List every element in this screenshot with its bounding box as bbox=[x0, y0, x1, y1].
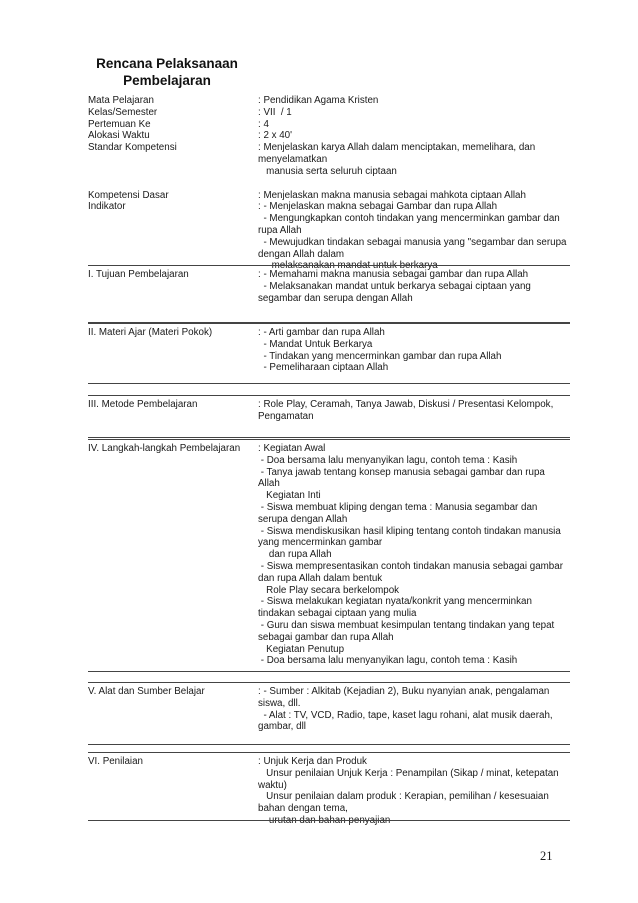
info-label: Kompetensi Dasar bbox=[88, 189, 169, 201]
section-label: I. Tujuan Pembelajaran bbox=[88, 269, 189, 280]
section-label: III. Metode Pembelajaran bbox=[88, 399, 198, 410]
info-block bbox=[88, 95, 570, 272]
info-row-meeting bbox=[88, 119, 570, 131]
section-label: VI. Penilaian bbox=[88, 756, 144, 767]
info-value: : 2 x 40' bbox=[258, 130, 293, 142]
section-value: : - Arti gambar dan rupa Allah - Mandat Untuk Berkarya - Tindakan yang mencerminkan gambar dan rupa Allah - Pemeliharaan ciptaan Allah bbox=[258, 327, 502, 374]
section-materials bbox=[88, 323, 570, 384]
section-divider bbox=[88, 383, 570, 385]
info-label: Mata Pelajaran bbox=[88, 95, 154, 106]
info-row-basic-competence bbox=[88, 190, 570, 202]
info-row-subject bbox=[88, 95, 570, 107]
page-title: Rencana Pelaksanaan Pembelajaran bbox=[96, 56, 238, 88]
info-row-standard bbox=[88, 142, 570, 177]
section-label: II. Materi Ajar (Materi Pokok) bbox=[88, 327, 213, 338]
info-value: : Menjelaskan karya Allah dalam menciptakan, memelihara, dan menyelamatkan manusia serta seluruh ciptaan bbox=[258, 142, 536, 177]
info-label: Kelas/Semester bbox=[88, 106, 158, 118]
section-divider bbox=[88, 744, 570, 746]
section-tools bbox=[88, 682, 570, 738]
section-value: : Role Play, Ceramah, Tanya Jawab, Diskusi / Presentasi Kelompok, Pengamatan bbox=[258, 399, 554, 422]
info-row-class bbox=[88, 107, 570, 119]
info-value: : VII / 1 bbox=[258, 106, 292, 118]
info-value: : 4 bbox=[258, 118, 269, 130]
section-row bbox=[88, 325, 570, 374]
section-value: : Kegiatan Awal - Doa bersama lalu menyanyikan lagu, contoh tema : Kasih - Tanya jawab tentang konsep manusia sebagai gambar dan rupa Allah Kegiatan Inti - Siswa membuat kliping dengan tema : Manusia segambar dan serupa dengan Allah - Siswa mendiskusikan hasil kliping tentang contoh tindakan manusia yang mencerminkan gambar dan rupa Allah - Siswa mempresentasikan contoh tindakan manusia sebagai gambar dan rupa Allah dalam bentuk Role Play secara berkelompok - Siswa melakukan kegiatan nyata/konkrit yang mencerminkan tindakan sebagai ciptaan yang mulia - Guru dan siswa membuat kesimpulan tentang tindakan yang tepat sebagai gambar dan rupa Allah Kegiatan Penutup - Doa bersama lalu menyanyikan lagu, contoh tema : Kasih bbox=[258, 443, 563, 667]
info-label: Pertemuan Ke bbox=[88, 118, 151, 130]
section-row bbox=[88, 684, 570, 733]
section-label: IV. Langkah-langkah Pembelajaran bbox=[88, 443, 241, 454]
section-value: : - Memahami makna manusia sebagai gambar dan rupa Allah - Melaksanakan mandat untuk berkarya sebagai ciptaan yang segambar dan serupa dengan Allah bbox=[258, 269, 531, 304]
section-steps bbox=[88, 439, 570, 671]
section-row bbox=[88, 397, 570, 423]
page-number: 21 bbox=[540, 849, 553, 863]
section-divider bbox=[88, 820, 570, 822]
info-value: : Pendidikan Agama Kristen bbox=[258, 95, 379, 106]
info-value: : - Menjelaskan makna sebagai Gambar dan rupa Allah - Mengungkapkan contoh tindakan yang mencerminkan gambar dan rupa Allah - Mewujudkan tindakan sebagai manusia yang "segambar dan serupa dengan Allah dalam melaksanakan mandat untuk berkarya bbox=[258, 201, 567, 272]
section-value: : Unjuk Kerja dan Produk Unsur penilaian Unjuk Kerja : Penampilan (Sikap / minat, ketepatan waktu) Unsur penilaian dalam produk : Kerapian, pemilihan / kesesuaian bahan dengan tema, urutan dan bahan penyajian bbox=[258, 756, 559, 826]
section-row bbox=[88, 441, 570, 667]
section-row bbox=[88, 754, 570, 827]
info-row-indicator bbox=[88, 201, 570, 272]
section-objectives bbox=[88, 265, 570, 322]
section-row bbox=[88, 267, 570, 304]
info-label: Indikator bbox=[88, 201, 126, 213]
section-divider bbox=[88, 671, 570, 673]
section-methods bbox=[88, 395, 570, 438]
section-assessment bbox=[88, 752, 570, 826]
info-value: : Menjelaskan makna manusia sebagai mahkota ciptaan Allah bbox=[258, 189, 526, 201]
info-row-time bbox=[88, 130, 570, 142]
section-label: V. Alat dan Sumber Belajar bbox=[88, 686, 205, 697]
section-value: : - Sumber : Alkitab (Kejadian 2), Buku nyanyian anak, pengalaman siswa, dll. - Alat : TV, VCD, Radio, tape, kaset lagu rohani, alat musik daerah, gambar, dll bbox=[258, 686, 553, 733]
info-label: Standar Kompetensi bbox=[88, 142, 177, 154]
info-label: Alokasi Waktu bbox=[88, 130, 150, 142]
